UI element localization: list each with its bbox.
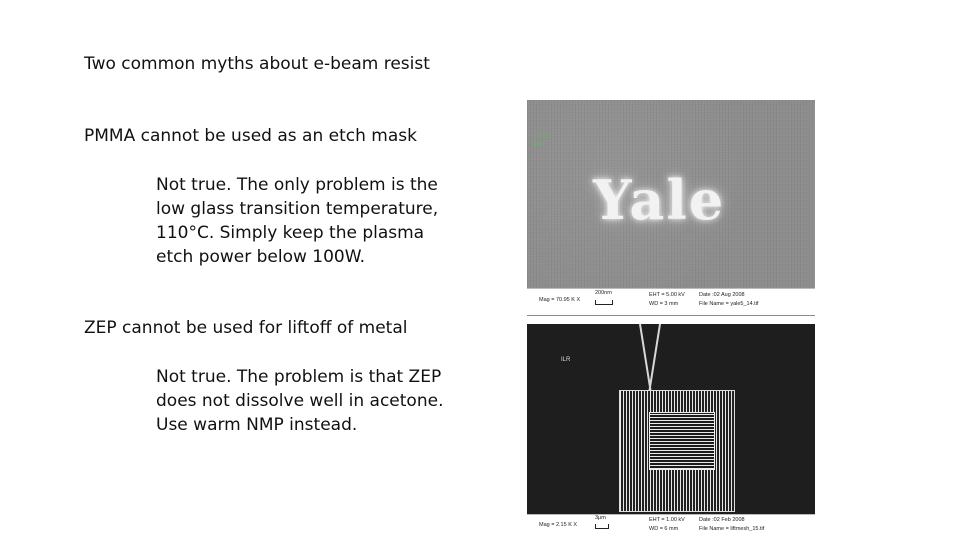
sem-scale-bar (595, 524, 609, 529)
myth-1-claim: PMMA cannot be used as an etch mask (84, 126, 417, 146)
sem-mag: Mag = 2.15 K X (539, 522, 578, 528)
sem-data-bar (527, 288, 815, 315)
sem-image-yale (527, 100, 815, 316)
horizontal-grating-pattern (649, 412, 715, 470)
sem-eht: EHT = 5.00 kV (649, 292, 685, 298)
myth-2-claim: ZEP cannot be used for liftoff of metal (84, 318, 408, 338)
slide-title: Two common myths about e-beam resist (84, 54, 430, 74)
sem-mag: Mag = 70.95 K X (539, 297, 581, 303)
sem-file-name: File Name = liftmesh_15.tif (699, 526, 765, 532)
sem-date: Date :02 Feb 2008 (699, 517, 745, 523)
yale-logo-pattern: Yale (593, 168, 726, 232)
sem-corner-tag: 10.50 4.0 (533, 133, 551, 148)
sem-date: Date :02 Aug 2008 (699, 292, 745, 298)
sem-scale-label: 200nm (595, 290, 612, 296)
sem-image-grating (527, 324, 815, 540)
myth-2-answer: Not true. The problem is that ZEP does not dissolve well in acetone. Use warm NMP instead. (156, 367, 444, 435)
sem-wd: WD = 3 mm (649, 301, 679, 307)
sem-scale-label: 3μm (595, 515, 606, 521)
myth-1-answer: Not true. The only problem is the low glass transition temperature, 110°C. Simply keep the plasma etch power below 100W. (156, 175, 439, 267)
sem-corner-tag: ILR (561, 357, 571, 363)
sem-file-name: File Name = yale5_14.tif (699, 301, 759, 307)
sem-scale-bar (595, 300, 613, 305)
sem-lead-line (648, 324, 661, 393)
sem-wd: WD = 6 mm (649, 526, 679, 532)
sem-data-bar (527, 514, 815, 540)
sem-eht: EHT = 1.00 kV (649, 517, 685, 523)
